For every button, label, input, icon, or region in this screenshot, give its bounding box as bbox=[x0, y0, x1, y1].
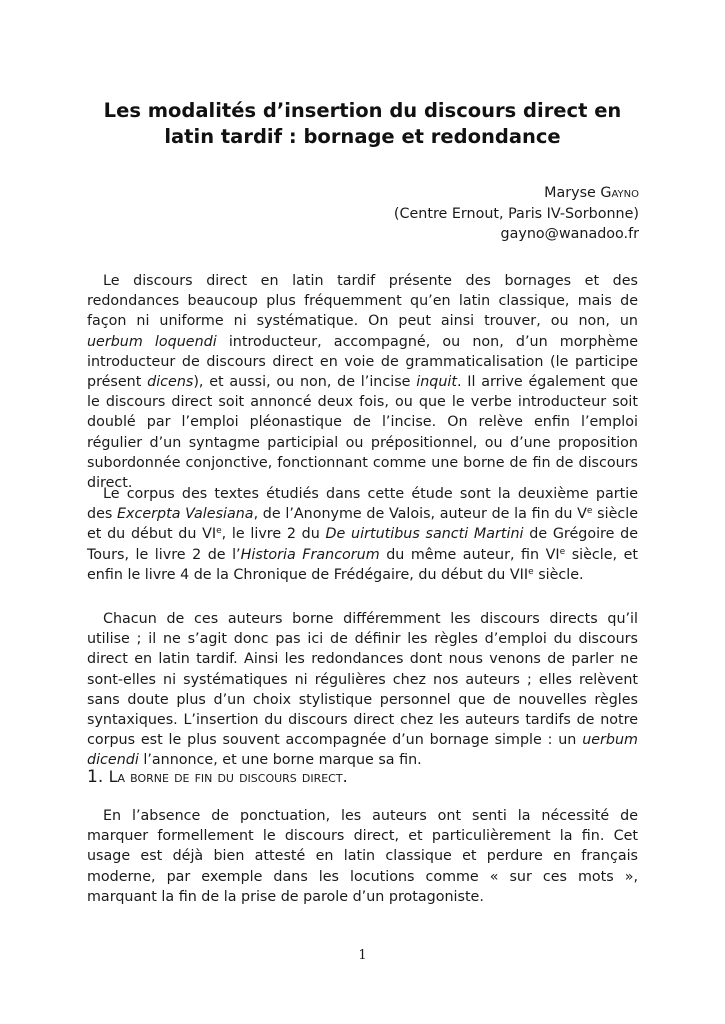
p2-superscript-4: e bbox=[528, 566, 534, 577]
p1-italic-2: dicens bbox=[147, 374, 194, 391]
section-heading-1 bbox=[87, 766, 638, 788]
p3-text-2: l’annonce, et une borne marque sa fin. bbox=[138, 752, 422, 769]
title-line-1: Les modalités d’insertion du discours direct en bbox=[103, 99, 622, 122]
p1-text-2: introducteur, accompagné, ou non, d’un morphème introducteur de discours direct en voie de grammaticalisation (le participe présent bbox=[87, 333, 638, 391]
p2-text-8: siècle. bbox=[533, 566, 584, 583]
p2-text-3: siècle et du début du VI bbox=[87, 506, 638, 543]
p2-text-7: siècle, et enfin le livre 4 de la Chronique de Frédégaire, du début du VII bbox=[87, 546, 639, 583]
page-number: 1 bbox=[358, 948, 367, 963]
p2-italic-3: Historia Francorum bbox=[240, 546, 380, 563]
p2-superscript-1: e bbox=[586, 506, 593, 517]
author-affiliation: (Centre Ernout, Paris IV-Sorbonne) bbox=[393, 205, 639, 222]
p2-italic-2: De uirtutibus sancti Martini bbox=[325, 526, 524, 543]
p2-text-4: , le livre 2 du bbox=[221, 526, 326, 543]
paragraph-4 bbox=[87, 806, 638, 907]
p2-superscript-3: e bbox=[559, 546, 566, 557]
author-name bbox=[394, 183, 639, 204]
p2-italic-1: Excerpta Valesiana bbox=[117, 506, 254, 523]
paragraph-2 bbox=[87, 484, 638, 585]
p2-text-1: Le corpus des textes étudiés dans cette étude sont la deuxième partie des bbox=[87, 486, 638, 523]
p1-text-1: Le discours direct en latin tardif présente des bornages et des redondances beaucoup plus fréquemment qu’en latin classique, mais de façon ni uniforme ni systématique. On peut ainsi trouver, ou non, un bbox=[87, 273, 638, 330]
p4-text-1: En l’absence de ponctuation, les auteurs ont senti la nécessité de marquer formellement le discours direct, et particulièrement la fin. Cet usage est déjà bien attesté en latin classique et perdure en français moderne, par exemple dans les locutions comme « sur ces mots », marquant la fin de la prise de parole d’un protagoniste. bbox=[87, 808, 638, 905]
section-number: 1. bbox=[87, 767, 109, 787]
p1-italic-3: inquit bbox=[416, 374, 457, 391]
p1-text-4: . Il arrive également que le discours direct soit annoncé deux fois, ou que le verbe introducteur soit doublé par l’emploi pléonastique de l’incise. On relève enfin l’emploi régulier d’un syntagme participial ou prépositionnel, ou d’une proposition subordonnée conjonctive, fonctionnant comme une borne de fin de discours direct. bbox=[87, 374, 638, 492]
p2-superscript-2: e bbox=[216, 526, 222, 537]
paragraph-1 bbox=[87, 271, 638, 493]
p1-italic-1: uerbum loquendi bbox=[87, 333, 217, 350]
section-label: La borne de fin du discours direct. bbox=[108, 767, 348, 786]
p3-text-1: Chacun de ces auteurs borne différemment les discours directs qu’il utilise ; il ne s’agit donc pas ici de définir les règles d’emploi du discours direct en latin tardif. Ainsi les redondances dont nous venons de parler ne sont-elles ni systématiques ni régulières chez nos auteurs ; elles relèvent sans doute plus d’un choix stylistique personnel que de nouvelles règles syntaxiques. L’insertion du discours direct chez les auteurs tardifs de notre corpus est le plus souvent accompagnée d’un bornage simple : un bbox=[87, 611, 638, 749]
author-block bbox=[394, 183, 639, 245]
author-email: gayno@wanadoo.fr bbox=[500, 226, 639, 242]
p1-text-3: ), et aussi, ou non, de l’incise bbox=[193, 374, 417, 391]
p3-italic-1: uerbum dicendi bbox=[87, 732, 638, 769]
p2-text-6: du même auteur, fin VI bbox=[379, 546, 560, 563]
document-title bbox=[80, 98, 645, 150]
p2-text-2: , de l’Anonyme de Valois, auteur de la fin du V bbox=[253, 506, 587, 523]
author-last-name: Gayno bbox=[600, 185, 639, 201]
p2-text-5: de Grégoire de Tours, le livre 2 de l’ bbox=[87, 526, 638, 563]
author-first-name: Maryse bbox=[544, 185, 601, 201]
paragraph-3 bbox=[87, 609, 638, 771]
title-line-2: latin tardif : bornage et redondance bbox=[164, 125, 561, 148]
